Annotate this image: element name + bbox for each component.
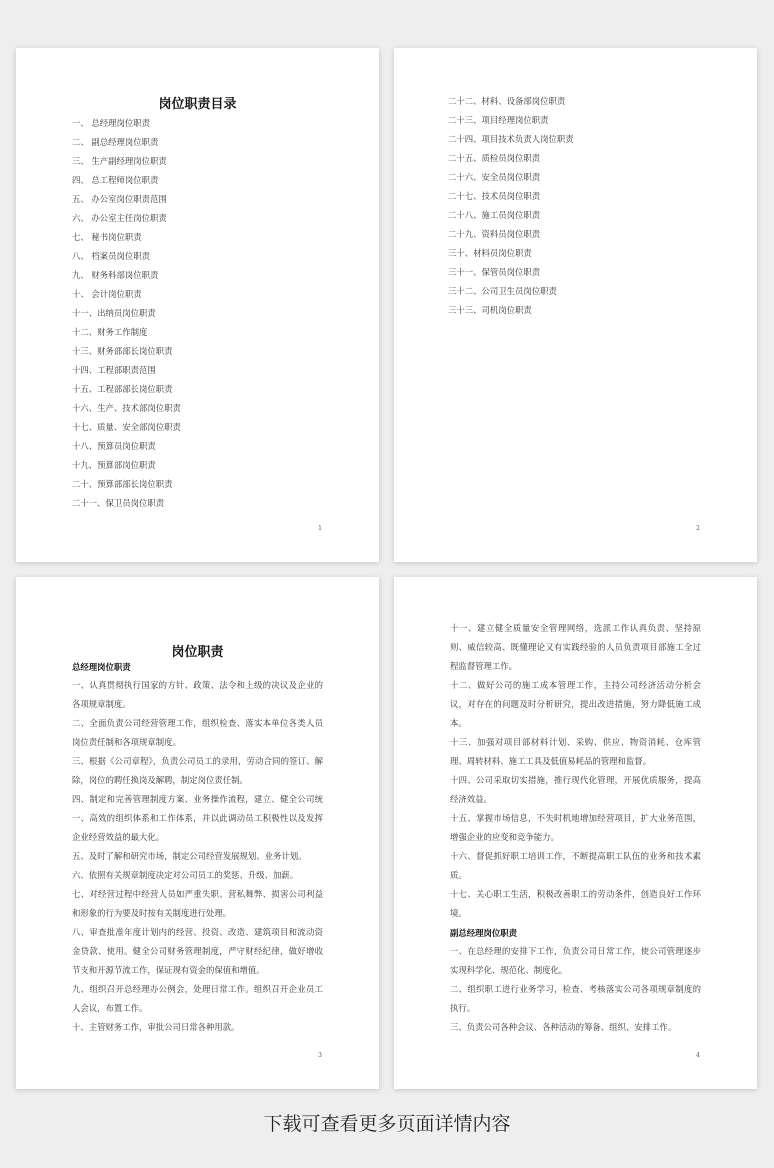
document-page-4: [394, 577, 757, 1089]
paragraph: 六、依照有关规章制度决定对公司员工的奖惩、升级、加薪。: [72, 870, 299, 880]
page-body: [450, 619, 701, 1037]
toc-item: 十一、出纳员岗位职责: [72, 308, 156, 318]
toc-item: 十八、预算员岗位职责: [72, 441, 156, 451]
toc-item: 三十二、公司卫生员岗位职责: [448, 286, 557, 296]
paragraph: 二、全面负责公司经营管理工作，组织检查、落实本单位各类人员岗位责任制和各项规章制度。: [72, 718, 323, 747]
paragraph-group: [450, 619, 701, 923]
section-heading: 副总经理岗位职责: [450, 928, 517, 938]
toc-item: 三十、材料员岗位职责: [448, 248, 532, 258]
toc-item: 二、 副总经理岗位职责: [72, 137, 159, 147]
page-number: 2: [696, 525, 700, 532]
paragraph: 十三、加强对项目部材料计划、采购、供应、物资消耗、仓库管理、周转材料、施工工具及低值易耗品的管理和监督。: [450, 737, 701, 766]
page-number: 4: [696, 1052, 700, 1059]
paragraph: 三、负责公司各种会议、各种活动的筹备、组织、安排工作。: [450, 1022, 677, 1032]
toc-item: 十五、工程部部长岗位职责: [72, 384, 173, 394]
paragraph: 三、根据《公司章程》，负责公司员工的录用，劳动合同的签订、解除，岗位的聘任换岗及解聘，制定岗位责任制。: [72, 756, 323, 785]
paragraph: 八、审查批准年度计划内的经营、投资、改造、建筑项目和流动资金贷款、使用。健全公司财务管理制度，严守财经纪律，做好增收节支和开源节流工作，保证现有资金的保值和增值。: [72, 927, 323, 975]
toc-item: 四、 总工程师岗位职责: [72, 175, 159, 185]
toc-list: [72, 114, 181, 513]
paragraph: 十一、建立健全质量安全管理网络，选派工作认真负责、坚持原则、威信较高、既懂理论又有实践经验的人员负责项目部施工全过程监督管理工作。: [450, 623, 701, 671]
toc-item: 二十八、施工员岗位职责: [448, 210, 541, 220]
paragraph: 二、组织职工进行业务学习，检查、考核落实公司各项规章制度的执行。: [450, 984, 701, 1013]
paragraph: 五、及时了解和研究市场，制定公司经营发展规划、业务计划。: [72, 851, 307, 861]
paragraph: 四、制定和完善管理制度方案、业务操作流程，建立、健全公司统一、高效的组织体系和工作体系，并以此调动员工积极性以及发挥企业经营效益的最大化。: [72, 794, 323, 842]
toc-item: 二十三、项目经理岗位职责: [448, 115, 549, 125]
toc-item: 七、 秘书岗位职责: [72, 232, 142, 242]
paragraph: 一、在总经理的安排下工作，负责公司日常工作，使公司管理逐步实现科学化、规范化、制度化。: [450, 946, 701, 975]
page-number: 3: [318, 1052, 322, 1059]
toc-list-continued: [448, 92, 574, 320]
toc-item: 五、 办公室岗位职责范围: [72, 194, 167, 204]
toc-item: 一、 总经理岗位职责: [72, 118, 151, 128]
toc-item: 十四、工程部职责范围: [72, 365, 156, 375]
toc-item: 九、 财务科部岗位职责: [72, 270, 159, 280]
document-page-3: [16, 577, 379, 1089]
paragraph: 十、主管财务工作，审批公司日常各种用款。: [72, 1022, 240, 1032]
document-page-2: [394, 48, 757, 562]
toc-item: 三十三、司机岗位职责: [448, 305, 532, 315]
toc-item: 十九、预算部岗位职责: [72, 460, 156, 470]
paragraph: 十二、做好公司的施工成本管理工作，主持公司经济活动分析会议，对存在的问题及时分析研究，提出改进措施，努力降低施工成本。: [450, 680, 701, 728]
toc-item: 二十六、安全员岗位职责: [448, 172, 541, 182]
toc-item: 二十四、项目技术负责人岗位职责: [448, 134, 574, 144]
paragraph-group: [450, 942, 701, 1037]
paragraph: 九、组织召开总经理办公例会，处理日常工作。组织召开企业员工人会议，布置工作。: [72, 984, 323, 1013]
toc-item: 十、 会计岗位职责: [72, 289, 142, 299]
page-number: 1: [318, 525, 322, 532]
toc-item: 十七、质量、安全部岗位职责: [72, 422, 181, 432]
toc-item: 八、 档案员岗位职责: [72, 251, 151, 261]
paragraph: 七、对经营过程中经营人员如严重失职、营私舞弊、损害公司利益和形象的行为要及时按有关制度进行处理。: [72, 889, 323, 918]
toc-item: 六、 办公室主任岗位职责: [72, 213, 167, 223]
page-body: [72, 659, 323, 1037]
toc-item: 十三、财务部部长岗位职责: [72, 346, 173, 356]
paragraph: 十四、公司采取切实措施，推行现代化管理，开展优质服务，提高经济效益。: [450, 775, 701, 804]
toc-item: 十六、生产、技术部岗位职责: [72, 403, 181, 413]
toc-item: 二十一、保卫员岗位职责: [72, 498, 165, 508]
paragraph: 十五、掌握市场信息，不失时机地增加经营项目，扩大业务范围，增强企业的应变和竞争能力。: [450, 813, 701, 842]
download-more-banner[interactable]: 下载可查看更多页面详情内容: [263, 1113, 511, 1135]
toc-item: 二十九、资料员岗位职责: [448, 229, 541, 239]
toc-title: 岗位职责目录: [158, 97, 237, 112]
toc-item: 十二、财务工作制度: [72, 327, 148, 337]
toc-item: 三十一、保管员岗位职责: [448, 267, 541, 277]
section-heading: 总经理岗位职责: [72, 662, 131, 672]
page-title: 岗位职责: [171, 645, 224, 660]
document-page-1: [16, 48, 379, 562]
paragraph: 一、认真贯彻执行国家的方针、政策、法令和上级的决议及企业的各项规章制度。: [72, 680, 323, 709]
toc-item: 二十五、质检员岗位职责: [448, 153, 541, 163]
paragraph: 十七、关心职工生活，积极改善职工的劳动条件，创造良好工作环境。: [450, 889, 701, 918]
paragraph: 十六、督促抓好职工培训工作，不断提高职工队伍的业务和技术素质。: [450, 851, 701, 880]
toc-item: 三、 生产副经理岗位职责: [72, 156, 167, 166]
toc-item: 二十七、技术员岗位职责: [448, 191, 541, 201]
toc-item: 二十、预算部部长岗位职责: [72, 479, 173, 489]
toc-item: 二十二、材料、设备部岗位职责: [448, 96, 566, 106]
